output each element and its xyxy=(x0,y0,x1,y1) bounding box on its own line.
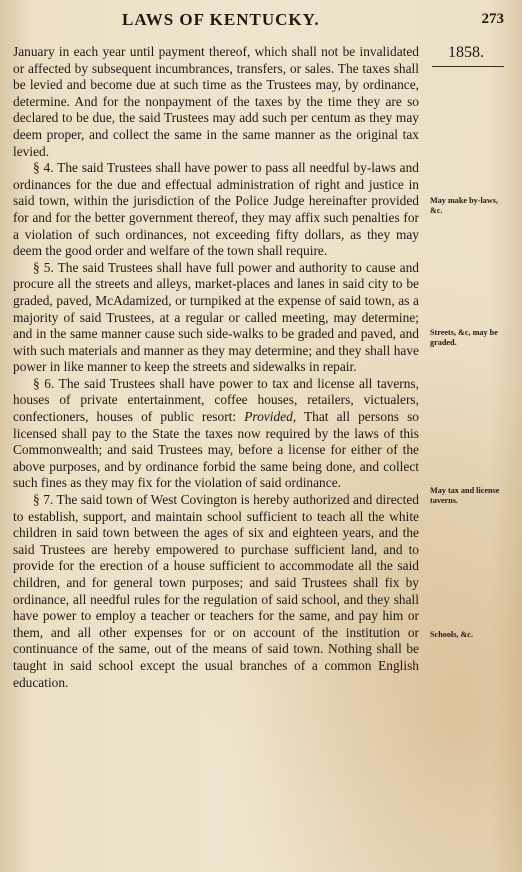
section-4: § 4. The said Trustees shall have power to pass all needful by-laws and ordinances for the due and effectual administration of right and justice in said town, within the jurisdiction of the Police Judge hereinafter provided for and for the better government thereof, they may affix such penalties for a violation of such ordinances, not exceeding fifty dollars, as they may deem the good order and welfare of the town shall require. xyxy=(13,160,419,259)
section-5: § 5. The said Trustees shall have full power and authority to cause and procure all the streets and alleys, market-places and lanes in said city to be graded, paved, McAdamized, or turnpiked at the expense of said town, as a majority of said Trustees, at a regular or called meeting, may determine; and in the same manner cause such side-walks to be graded and paved, and with such materials and manner as they may determine; and they shall have power in like manner to keep the streets and sidewalks in repair. xyxy=(13,259,419,375)
margin-note-taverns: May tax and license taverns. xyxy=(430,486,500,505)
section-7: § 7. The said town of West Covington is hereby authorized and directed to establish, support, and maintain school sufficient to teach all the white children in said town between the ages of six and eighteen years, and the said Trustees are hereby empowered to purchase sufficient land, and to provide for the erection of a house sufficient to accommodate all the said children, and for general town purposes; and said Trustees shall fix by ordinance, all needful rules for the regulation of said school, and they shall have power to employ a teacher or teachers for the same, and pay him or them, and all other expenses for or on account of the institution or continuance of the same, out of the means of said town. Nothing shall be taught in said school except the usual branches of a common English education. xyxy=(13,492,419,690)
running-head xyxy=(0,10,522,32)
margin-note-by-laws: May make by-laws, &c. xyxy=(430,196,498,215)
section-6 xyxy=(13,376,419,492)
running-head-title: LAWS OF KENTUCKY. xyxy=(122,10,320,29)
page-number: 273 xyxy=(481,11,504,27)
section-6-text-b: That all persons so licensed shall pay to the State the taxes now required by the laws of this Commonwealth; and said Trustees may, before a license for either of the above purposes, and by ordinance forbid the same being done, and collect such fines as they may fix for the violation of said ordinance. xyxy=(13,409,419,491)
paragraph-continuation: January in each year until payment thereof, which shall not be invalidated or affected by subsequent incumbrances, transfers, or sales. The taxes shall be levied and become due at such time as the Trustees may, by ordinance, determine. And for the nonpayment of the taxes by the time they are so declared to be due, the said Trustees may add such per centum as they may deem proper, and collect the same in the same manner as the original tax levied. xyxy=(13,44,419,159)
margin-year: 1858. xyxy=(448,44,484,61)
statute-text xyxy=(13,44,419,691)
section-6-text-a: § 6. The said Trustees shall have power to tax and license all taverns, houses of private entertainment, coffee houses, retailers, victualers, confectioners, houses of public resort: xyxy=(13,375,419,425)
margin-note-schools: Schools, &c. xyxy=(430,630,473,639)
year-rule xyxy=(432,66,504,67)
margin-note-streets: Streets, &c, may be graded. xyxy=(430,328,498,347)
section-6-provided: Provided, xyxy=(244,409,297,425)
